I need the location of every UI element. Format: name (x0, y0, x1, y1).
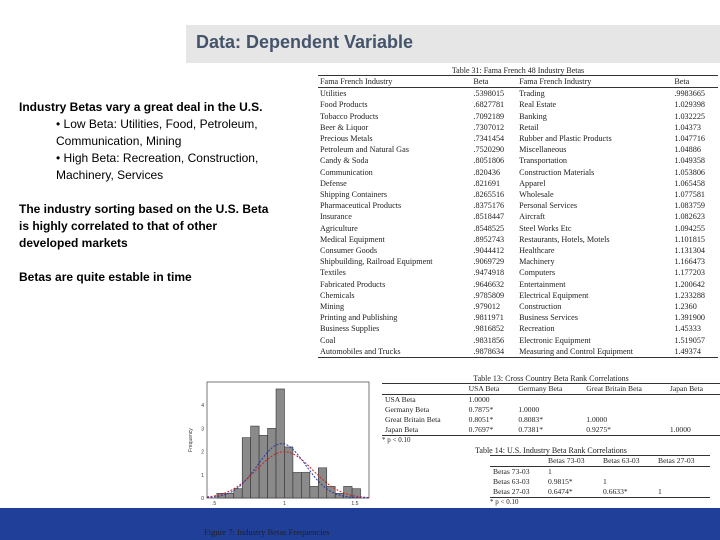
table-row (318, 211, 718, 222)
table-row (318, 122, 718, 133)
table-cell: .8375176 (473, 201, 505, 211)
histogram-bar (225, 493, 233, 498)
table-cell: .8518447 (473, 212, 505, 222)
table-row (318, 256, 718, 267)
table-cell: 1 (658, 487, 662, 496)
table-cell: .7520290 (473, 145, 505, 155)
table-cell: Real Estate (519, 100, 557, 110)
bullet-betas-vary: Industry Betas vary a great deal in the U.S. (19, 100, 263, 114)
table-cell: Communication (320, 167, 373, 177)
table-cell: Shipbuilding, Railroad Equipment (320, 257, 433, 267)
table-row (490, 477, 710, 487)
column-header: Fama French Industry (318, 76, 471, 88)
table-note: * p < 0.10 (382, 435, 720, 444)
table-cell: Consumer Goods (320, 246, 378, 256)
x-tick-label: 1.5 (351, 501, 359, 507)
table-cell: 0.8051* (468, 415, 494, 424)
histogram-bar (301, 472, 309, 498)
table-cell: 1 (548, 467, 552, 476)
table-cell: Electrical Equipment (519, 290, 589, 300)
table-cell: Miscellaneous (519, 145, 567, 155)
table-cell: 1.04886 (674, 145, 701, 155)
table-cell: Personal Services (519, 201, 578, 211)
table-cell: Insurance (320, 212, 352, 222)
table-cell: 1.519057 (674, 335, 706, 345)
table-cell (667, 395, 720, 406)
table-cell: .9069729 (473, 257, 505, 267)
bullet-low-beta: • Low Beta: Utilities, Food, Petroleum, Communication, Mining (56, 117, 258, 148)
correlation-tables (382, 374, 720, 506)
table-cell: Aircraft (519, 212, 546, 222)
histogram-bar (242, 438, 250, 498)
table-cell: .9811971 (473, 313, 504, 323)
table-cell: .9816852 (473, 324, 505, 334)
table-cell: Recreation (519, 324, 555, 334)
table-cell: .9646632 (473, 279, 505, 289)
slide-title: Data: Dependent Variable (196, 32, 414, 52)
column-header: USA Beta (466, 384, 516, 395)
table-row (318, 99, 718, 110)
table-row (318, 111, 718, 122)
x-tick-label: 1 (283, 501, 286, 507)
table-row (318, 245, 718, 256)
table-cell: Steel Works Etc (519, 223, 572, 233)
table-note: * p < 0.10 (490, 497, 710, 506)
table-cell: Computers (519, 268, 556, 278)
table-cell: 0.8083* (518, 415, 543, 424)
table-cell: 1.233288 (674, 290, 706, 300)
y-tick-label: 3 (201, 426, 204, 433)
table-cell: Healthcare (519, 246, 555, 256)
bullet-correlation: The industry sorting based on the U.S. Beta is highly correlated to that of other developed markets (19, 202, 269, 250)
table-cell: Machinery (519, 257, 555, 267)
table-cell: .9474918 (473, 268, 505, 278)
table-cell: .979012 (473, 302, 501, 312)
table-row (318, 88, 718, 100)
table-cell: 0.7381* (518, 425, 543, 434)
table-row (382, 425, 720, 435)
table-row (382, 415, 720, 425)
table-cell: 1.0000 (518, 405, 540, 414)
table-row (318, 133, 718, 144)
table-row (318, 234, 718, 245)
table-cell: 1.065458 (674, 178, 706, 188)
table-row (318, 178, 718, 189)
table-cell: 0.6474* (548, 487, 573, 496)
histogram-bar (268, 428, 276, 498)
table-cell: Betas 63-03 (493, 477, 530, 486)
table-row (318, 312, 718, 323)
table-cell: 1.45333 (674, 324, 701, 334)
table-cell: Rubber and Plastic Products (519, 134, 612, 144)
table-cell: Printing and Publishing (320, 313, 398, 323)
table-cell: Betas 27-03 (493, 487, 530, 496)
table-cell: Germany Beta (385, 405, 430, 414)
table-cell: Pharmaceutical Products (320, 201, 402, 211)
table-cell (655, 467, 710, 478)
table-cell: Agriculture (320, 223, 358, 233)
table-cell (667, 405, 720, 415)
table-cell: Apparel (519, 178, 546, 188)
table-cell: 1.049358 (674, 156, 706, 166)
table-cell: USA Beta (385, 395, 416, 404)
table-caption: Table 14: U.S. Industry Beta Rank Correlations (475, 446, 627, 455)
table-cell: Business Services (519, 313, 578, 323)
table-row (318, 223, 718, 234)
histogram-bar (259, 435, 267, 498)
column-header: Betas 27-03 (655, 456, 710, 467)
column-header: Germany Beta (515, 384, 583, 395)
histogram-bar (344, 486, 352, 498)
table-row (318, 144, 718, 155)
bullet-high-beta: • High Beta: Recreation, Construction, Machinery, Services (56, 151, 259, 182)
table-cell (583, 405, 667, 415)
table-cell: 1.0000 (669, 425, 691, 434)
table-row (318, 290, 718, 301)
column-header: Great Britain Beta (583, 384, 667, 395)
table-cell: Precious Metals (320, 134, 373, 144)
table-industry-betas (318, 66, 718, 358)
table-cell: .9785809 (473, 290, 505, 300)
table-cell: 0.6633* (603, 487, 628, 496)
table-cell: 0.9815* (548, 477, 573, 486)
figure-caption: Figure 7: Industry Betas Frequencies (204, 527, 330, 537)
column-header: Fama French Industry (517, 76, 672, 88)
histogram-bar (293, 472, 301, 498)
table-cell (667, 415, 720, 425)
table-cell: .821691 (473, 178, 501, 188)
table-cell: Mining (320, 302, 345, 312)
table-cell: Defense (320, 178, 347, 188)
table-cell: .8265516 (473, 190, 505, 200)
histogram-chart (183, 374, 379, 524)
table-cell: 0.7697* (468, 425, 494, 434)
table-cell: 1.391900 (674, 313, 706, 323)
column-header (382, 384, 466, 395)
table-cell: Petroleum and Natural Gas (320, 145, 409, 155)
table-cell: Food Products (320, 100, 368, 110)
table-cell: .8548525 (473, 223, 505, 233)
table-cell: 1.04373 (674, 122, 701, 132)
table-cell: 0.7875* (468, 405, 494, 414)
table-cell: .5398015 (473, 89, 505, 99)
table-cell: 1.083759 (674, 201, 706, 211)
table-cell: 1.032225 (674, 111, 706, 121)
table-cell: 1.49374 (672, 346, 718, 358)
table-cell: Restaurants, Hotels, Motels (519, 234, 610, 244)
table-cell: .9831856 (473, 335, 505, 345)
table-row (318, 301, 718, 312)
table-cell: .7341454 (473, 134, 505, 144)
table-cell: 1.094255 (674, 223, 706, 233)
table-row (318, 279, 718, 290)
table-cell: Chemicals (320, 290, 355, 300)
table-cell: Transportation (519, 156, 568, 166)
footer-bar (0, 508, 720, 540)
table-cell: Candy & Soda (320, 156, 369, 166)
table-row (382, 405, 720, 415)
y-tick-label: 2 (201, 449, 204, 456)
table-cell: 1.166473 (674, 257, 706, 267)
histogram-bar (310, 486, 318, 498)
table-row (382, 395, 720, 406)
table-cell: Great Britain Beta (385, 415, 441, 424)
table-cell: Trading (519, 89, 545, 99)
table-cell: Coal (320, 335, 336, 345)
table-row (490, 467, 710, 478)
histogram-bar (284, 447, 292, 498)
table-cell: 1.082623 (674, 212, 706, 222)
table-row (318, 346, 718, 358)
table-cell: 0.9275* (586, 425, 611, 434)
column-header: Betas 63-03 (600, 456, 655, 467)
bullet-list (19, 99, 279, 286)
table-cell: Tobacco Products (320, 111, 379, 121)
table-cell: Textiles (320, 268, 346, 278)
table-cell: Entertainment (519, 279, 566, 289)
column-header: Japan Beta (667, 384, 720, 395)
table-row (318, 167, 718, 178)
table-cell (600, 467, 655, 478)
table-cell: .820436 (473, 167, 501, 177)
table-cell: Banking (519, 111, 547, 121)
table-row (318, 200, 718, 211)
table-cell: Measuring and Control Equipment (517, 346, 672, 358)
table-cell: Construction (519, 302, 562, 312)
table-cell: Japan Beta (385, 425, 419, 434)
table-row (318, 189, 718, 200)
table-row (318, 335, 718, 346)
table-cell: 1.131304 (674, 246, 706, 256)
table-cell: Fabricated Products (320, 279, 386, 289)
table-cell: .6827781 (473, 100, 505, 110)
column-header (490, 456, 545, 467)
y-axis-label: Frequency (188, 428, 194, 452)
table-cell: Betas 73-03 (493, 467, 530, 476)
table-row (318, 267, 718, 278)
table-cell: Utilities (320, 89, 347, 99)
table-cell: Beer & Liquor (320, 122, 369, 132)
table-cell: 1.101815 (674, 234, 706, 244)
y-tick-label: 1 (201, 472, 204, 479)
table-caption: Table 31: Fama French 48 Industry Betas (451, 66, 585, 75)
table-cell: 1.2360 (674, 302, 697, 312)
table-cell: Electronic Equipment (519, 335, 591, 345)
table-cell: 1.029398 (674, 100, 706, 110)
table-cell: .8051806 (473, 156, 505, 166)
table-cell: 1 (603, 477, 607, 486)
table-cell: 1.0000 (468, 395, 490, 404)
column-header: Beta (672, 76, 718, 88)
table-cell: .9044412 (473, 246, 505, 256)
table-cell: 1.177203 (674, 268, 706, 278)
table-cell: 1.047716 (674, 134, 706, 144)
bullet-stable: Betas are quite estable in time (19, 270, 192, 284)
table-row (318, 155, 718, 166)
table-row (490, 487, 710, 497)
table-caption: Table 13: Cross Country Beta Rank Correlations (473, 374, 629, 383)
table-cell (655, 477, 710, 487)
column-header: Betas 73-03 (545, 456, 600, 467)
table-cell: 1.053806 (674, 167, 706, 177)
x-tick-label: .5 (211, 501, 217, 507)
table-cell: 1.200642 (674, 279, 706, 289)
table-cell: .9878634 (471, 346, 517, 358)
table-cell: .9983665 (674, 89, 706, 99)
table-cell: Construction Materials (519, 167, 595, 177)
table-cell: .8952743 (473, 234, 505, 244)
table-cell: 1.0000 (586, 415, 608, 424)
table-cell (583, 395, 667, 406)
table-cell: Business Supplies (320, 324, 380, 334)
table-cell: Wholesale (519, 190, 554, 200)
histogram-bar (251, 426, 259, 498)
table-row (318, 323, 718, 334)
table-cell: Medical Equipment (320, 234, 385, 244)
table-cell: .7307012 (473, 122, 505, 132)
y-tick-label: 0 (201, 496, 204, 502)
table-cell: Retail (519, 122, 539, 132)
table-cell: Automobiles and Trucks (318, 346, 471, 358)
table-cell: Shipping Containers (320, 190, 388, 200)
y-tick-label: 4 (201, 403, 204, 410)
table-cell (515, 395, 583, 406)
column-header: Beta (471, 76, 517, 88)
table-cell: .7092189 (473, 111, 505, 121)
table-cell: 1.077581 (674, 190, 706, 200)
